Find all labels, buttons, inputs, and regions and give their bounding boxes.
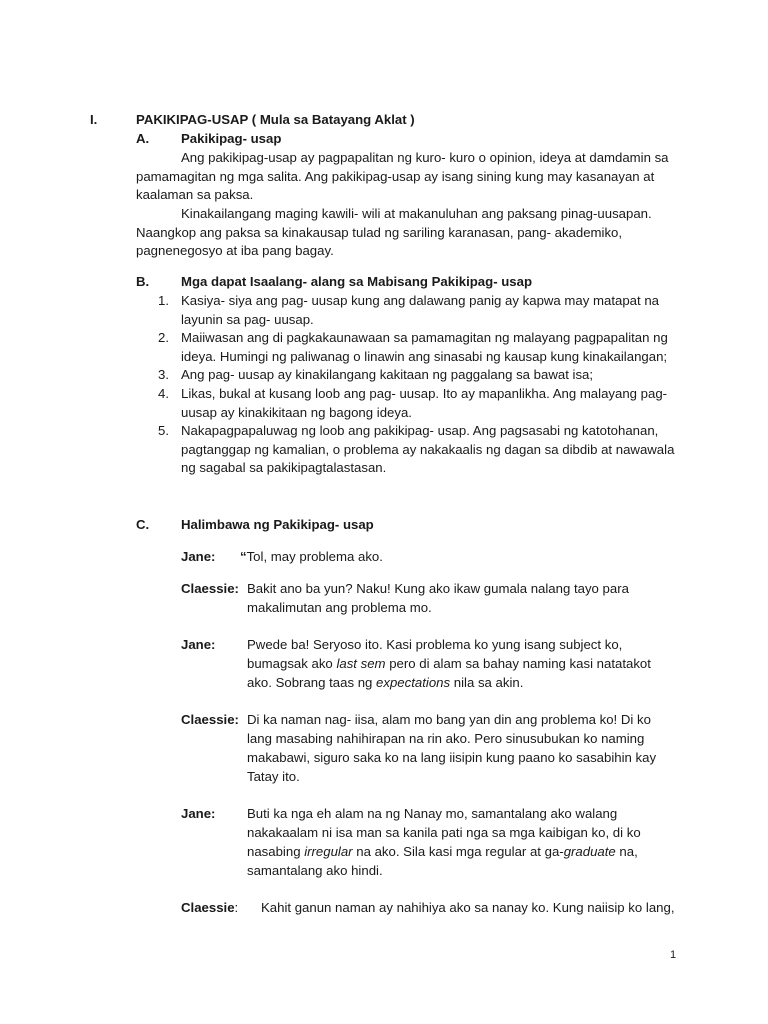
speaker-claessie: Claessie: [181, 900, 239, 915]
list-text: Maiiwasan ang di pagkakaunawaan sa pamamagitan ng malayang pagpapalitan ng ideya. Humingi ng paliwanag o linawin ang sinasabi ng kausap kung kinakailangan; [181, 330, 668, 364]
dialogue-line: makalimutan ang problema mo. [247, 600, 432, 615]
list-number: 1. [158, 293, 169, 308]
dialogue-line: ako. Sobrang taas ng expectations nila sa akin. [247, 675, 524, 690]
speaker-claessie: Claessie: [181, 712, 239, 727]
list-item [158, 366, 680, 385]
list-text: Ang pag- uusap ay kinakilangang kakitaan ng paggalang sa bawat isa; [181, 367, 594, 383]
dialogue-line: nasabing irregular na ako. Sila kasi mga regular at ga-graduate na, [247, 844, 638, 859]
dialogue-line: Buti ka nga eh alam na ng Nanay mo, samantalang ako walang [247, 806, 618, 821]
open-quote: “ [240, 549, 247, 564]
list-item [158, 385, 680, 422]
dialogue-line: Pwede ba! Seryoso ito. Kasi problema ko yung isang subject ko, [247, 637, 623, 652]
list-number: 2. [158, 330, 169, 346]
dialogue-line: “Tol, may problema ako. [240, 549, 383, 564]
list-text: Likas, bukal at kusang loob ang pag- uusap. Ito ay mapanlikha. Ang malayang pag- uusap ay kinakikitaan ng bagong ideya. [181, 385, 668, 420]
page-number: 1 [670, 949, 677, 961]
section-i-numeral: I. [90, 112, 98, 127]
speaker-jane: Jane: [181, 637, 216, 652]
section-b-letter: B. [136, 274, 150, 289]
dialogue-line: bumagsak ako last sem pero di alam sa bahay naming kasi natatakot [247, 656, 651, 671]
list-item [158, 329, 680, 366]
dialogue-line: makabawi, siguro saka ko na lang iisipin kung paano ko sasabihin kay [247, 750, 657, 765]
guidelines-list [158, 292, 680, 478]
list-text: Kasiya- siya ang pag- uusap kung ang dalawang panig ay kapwa may matapat na layunin sa pag- uusap. [181, 293, 659, 327]
section-c-title: Halimbawa ng Pakikipag- usap [181, 517, 374, 532]
list-item [158, 422, 680, 478]
dialogue-line: samantalang ako hindi. [247, 863, 383, 878]
section-a-title: Pakikipag- usap [181, 131, 282, 146]
speaker-claessie: Claessie: [181, 581, 239, 596]
section-b-title: Mga dapat Isaalang- alang sa Mabisang Pakikipag- usap [181, 274, 533, 289]
speaker-jane: Jane: [181, 806, 216, 821]
section-a-letter: A. [136, 131, 150, 146]
section-a-paragraph-2: Kinakailangang maging kawili- wili at makanuluhan ang paksang pinag-uusapan. Naangkop ang paksa sa kinakausap tulad ng sariling karanasan, pang- akademiko, pagnenegosyo at iba pang bagay. [136, 206, 652, 259]
section-i-title: PAKIKIPAG-USAP ( Mula sa Batayang Aklat ) [136, 112, 415, 127]
dialogue-line: lang masabing nahihirapan na rin ako. Pero sinusubukan ko naming [247, 731, 645, 746]
list-text: Nakapagpapaluwag ng loob ang pakikipag- usap. Ang pagsasabi ng katotohanan, pagtanggap ng kamalian, o problema ay nakakaalis ng dagan sa dibdib at nawawala ng sagabal sa pakikipagtalastasan. [181, 423, 675, 476]
dialogue-line: Tatay ito. [247, 769, 300, 784]
list-number: 3. [158, 367, 169, 383]
section-c-letter: C. [136, 517, 150, 532]
list-number: 4. [158, 385, 169, 401]
dialogue-line: Bakit ano ba yun? Naku! Kung ako ikaw gumala nalang tayo para [247, 581, 629, 596]
list-item [158, 292, 680, 329]
speaker-jane: Jane: [181, 549, 216, 564]
section-a-paragraph-1: Ang pakikipag-usap ay pagpapalitan ng kuro- kuro o opinion, ideya at damdamin sa pamamagitan ng mga salita. Ang pakikipag-usap ay isang sining kung may kasanayan at kaalaman sa paksa. [136, 150, 669, 203]
dialogue-line: nakakaalam ni isa man sa kanila pati nga sa mga kaibigan ko, di ko [247, 825, 641, 840]
dialogue-line: Di ka naman nag- iisa, alam mo bang yan din ang problema ko! Di ko [247, 712, 651, 727]
list-number: 5. [158, 423, 169, 439]
dialogue-line: Kahit ganun naman ay nahihiya ako sa nanay ko. Kung naiisip ko lang, [261, 900, 675, 915]
